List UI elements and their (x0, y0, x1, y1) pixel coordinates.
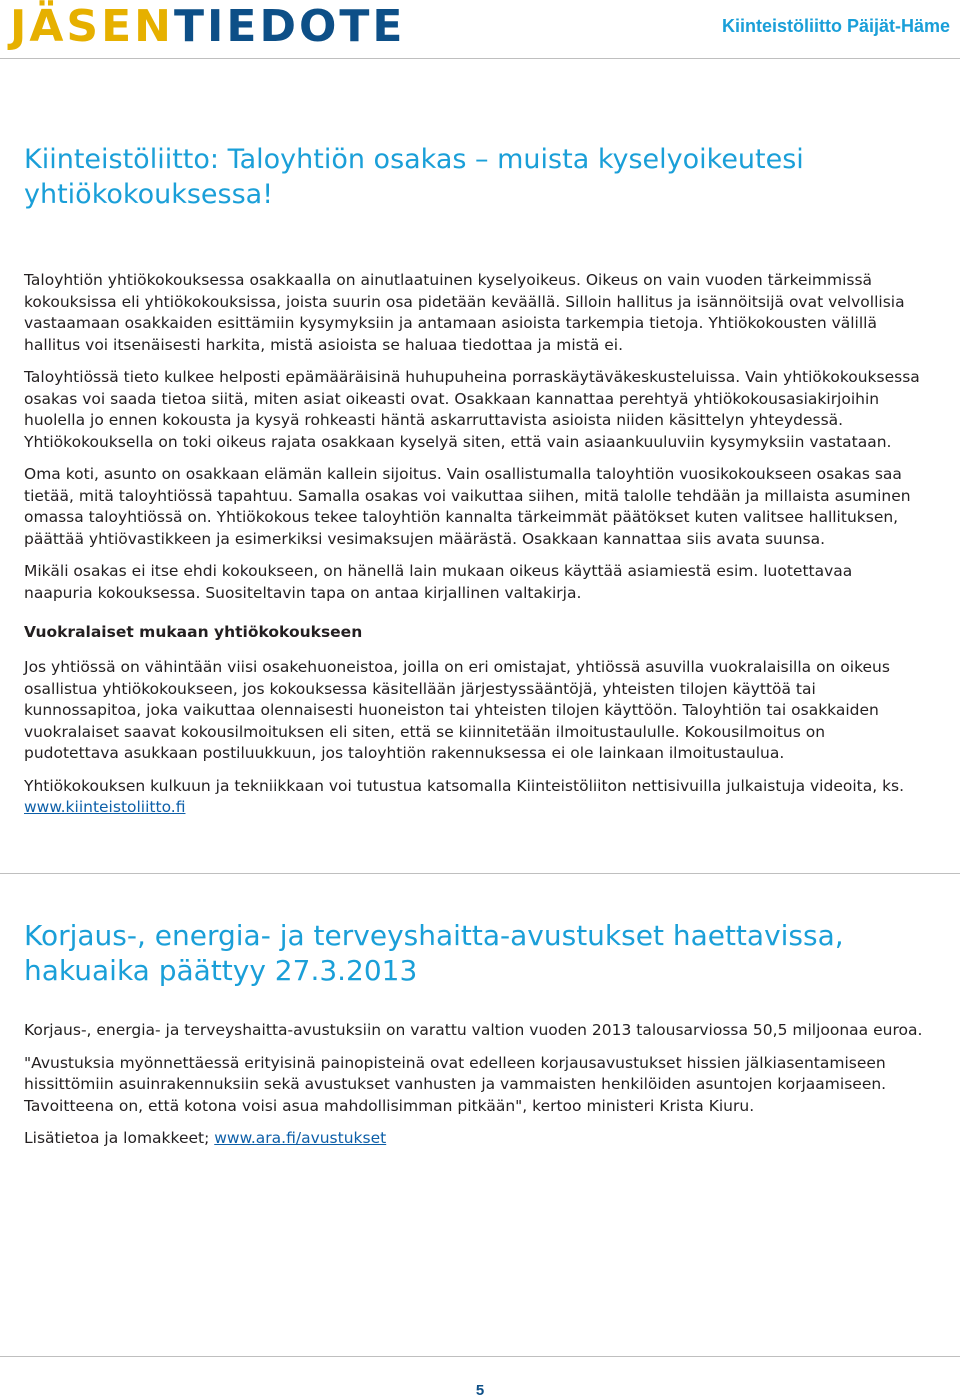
article-paragraph: Taloyhtiön yhtiökokouksessa osakkaalla on ainutlaatuinen kyselyoikeus. Oikeus on vain vuoden tärkeimmissä kokouksissa eli yhtiökokouksissa, joista suurin osa pidetään keväällä. Silloin hallitus ja isännöitsijä ovat velvollisia vastaamaan osakkaiden esittämiin kysymyksiin ja antamaan asioista tarkempia tietoja. Yhtiökokousten välillä hallitus voi itsenäisesti harkita, mistä asioista se haluaa tiedottaa ja mistä ei. (24, 271, 905, 354)
video-text: Yhtiökokouksen kulkuun ja tekniikkaan voi tutustua katsomalla Kiinteistöliiton nettisivuilla julkaistuja videoita, ks. (24, 776, 905, 795)
header-rule (0, 58, 960, 59)
article-title: Korjaus-, energia- ja terveyshaitta-avustukset haettavissa, hakuaika päättyy 27.3.2013 (24, 919, 844, 987)
article-kyselyoikeus (24, 142, 924, 830)
newsletter-logo (10, 2, 405, 52)
kiinteistoliitto-link[interactable]: www.kiinteistoliitto.fi (24, 798, 186, 816)
logo-part-tiedote: TIEDOTE (174, 1, 406, 52)
footer-rule (0, 1356, 960, 1357)
section-divider (0, 873, 960, 874)
article-avustukset (24, 918, 924, 1161)
article-paragraph-with-link (24, 1128, 924, 1150)
article-paragraph-with-link (24, 776, 924, 819)
article-paragraph: Korjaus-, energia- ja terveyshaitta-avustuksiin on varattu valtion vuoden 2013 talousarviossa 50,5 miljoonaa euroa. (24, 1021, 923, 1039)
article-subheading: Vuokralaiset mukaan yhtiökokoukseen (24, 623, 363, 641)
article-paragraph: Jos yhtiössä on vähintään viisi osakehuoneistoa, joilla on eri omistajat, yhtiössä asuvilla vuokralaisilla on oikeus osallistua yhtiökokoukseen, jos kokouksessa käsitellään järjestyssääntöjä, yhteisten tilojen käyttöä tai kunnossapitoa, joka vaikuttaa olennaisesti huoneiston tai yhteisten tilojen käyttöön. Taloyhtiön tai osakkaiden vuokralaiset saavat kokousilmoituksen eli siten, että se kiinnitetään ilmoitustaululle. Kokousilmoitus on pudotettava asukkaan postiluukkuun, jos taloyhtiön rakennuksessa ei ole lainkaan ilmoitustaulua. (24, 658, 890, 762)
organization-name: Kiinteistöliitto Päijät-Häme (721, 16, 950, 36)
page-number: 5 (475, 1382, 485, 1399)
article-paragraph: Oma koti, asunto on osakkaan elämän kallein sijoitus. Vain osallistumalla taloyhtiön vuosikokoukseen osakas saa tietää, mitä taloyhtiössä tapahtuu. Samalla osakas voi vaikuttaa siihen, mitä talolle tehdään ja millaista asuminen omassa taloyhtiössä on. Yhtiökokous tekee taloyhtiön kannalta tärkeimmät päätökset kuten valitsee hallituksen, päättää yhtiövastikkeen ja esimerkiksi vesimaksujen määrästä. Osakkaan kannattaa siis avata suunsa. (24, 465, 911, 548)
masthead (0, 0, 960, 60)
logo-part-jasen: JÄSEN (10, 1, 174, 52)
article-title: Kiinteistöliitto: Taloyhtiön osakas – muista kyselyoikeutesi yhtiökokouksessa! (24, 144, 804, 210)
article-paragraph: "Avustuksia myönnettäessä erityisinä painopisteinä ovat edelleen korjausavustukset hissien jälkiasentamiseen hissittömiin asuinrakennuksiin sekä avustukset vanhusten ja vammaisten henkilöiden asuntojen korjaamiseen. Tavoitteena on, että kotona voisi asua mahdollisimman pitkään", kertoo ministeri Krista Kiuru. (24, 1053, 887, 1115)
ara-avustukset-link[interactable]: www.ara.fi/avustukset (214, 1129, 387, 1147)
more-info-text: Lisätietoa ja lomakkeet; (24, 1129, 215, 1147)
article-paragraph: Taloyhtiössä tieto kulkee helposti epämääräisinä huhupuheina porraskäytäväkeskusteluissa. Vain yhtiökokouksessa osakas voi saada tietoa siitä, miten asiat oikeasti ovat. Osakkaan kannattaa perehtyä yhtiökokousasiakirjoihin huolella jo ennen kokousta ja kysyä rohkeasti häntä askarruttavista asioista niiden käsittelyn yhteydessä. Yhtiökokouksella on toki oikeus rajata osakkaan kyselyä siten, että vain asiaankuuluviin kysymyksiin vastataan. (24, 368, 920, 451)
article-paragraph: Mikäli osakas ei itse ehdi kokoukseen, on hänellä lain mukaan oikeus käyttää asiamiestä esim. luotettavaa naapuria kokouksessa. Suositeltavin tapa on antaa kirjallinen valtakirja. (24, 562, 853, 602)
